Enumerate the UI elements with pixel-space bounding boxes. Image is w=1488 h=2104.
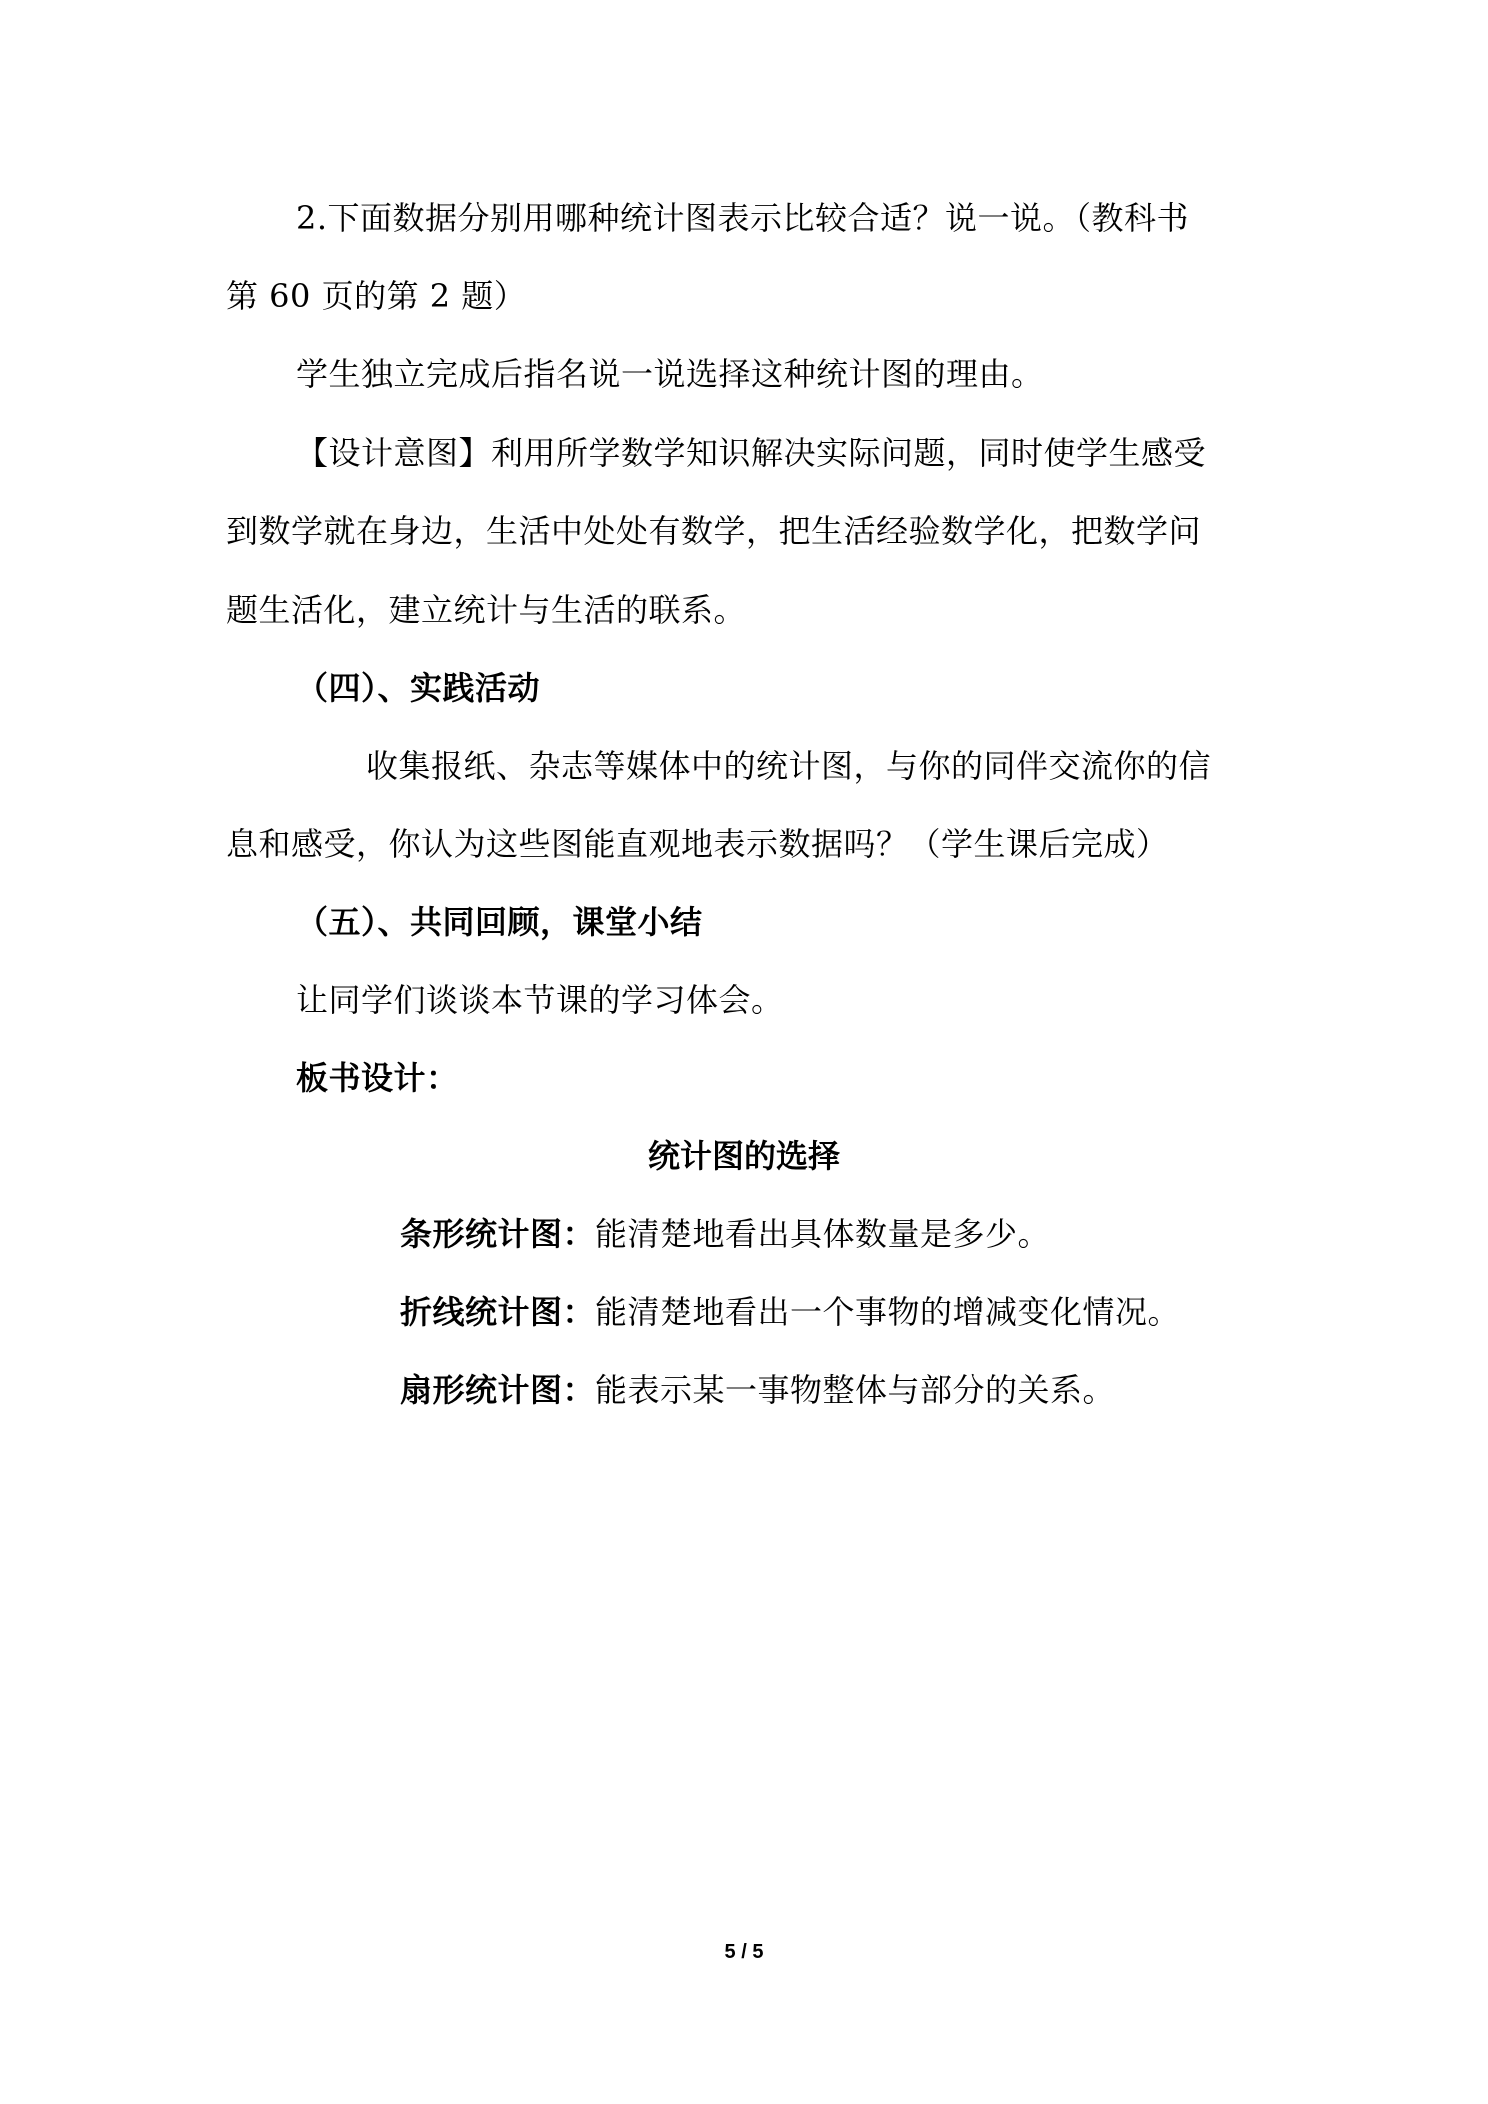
board-design-label: 板书设计： <box>296 1059 459 1097</box>
section5-text: 让同学们谈谈本节课的学习体会。 <box>296 981 784 1019</box>
board-item-term: 条形统计图： <box>400 1215 596 1253</box>
board-item-desc: 能清楚地看出一个事物的增减变化情况。 <box>595 1293 1181 1331</box>
board-title: 统计图的选择 <box>647 1137 840 1175</box>
board-item-term: 折线统计图： <box>400 1293 596 1331</box>
section5-heading: （五）、共同回顾，课堂小结 <box>296 903 703 941</box>
exercise-line-1: 2.下面数据分别用哪种统计图表示比较合适？说一说。（教科书 <box>296 199 1190 237</box>
board-item <box>400 1214 1050 1254</box>
design-intent-line-1: 【设计意图】利用所学数学知识解决实际问题，同时使学生感受 <box>296 434 1207 472</box>
exercise-line-2: 第 60 页的第 2 题） <box>226 277 527 315</box>
page-number: 5 / 5 <box>724 1941 764 1963</box>
board-item <box>400 1370 1115 1410</box>
board-item <box>400 1292 1180 1332</box>
exercise-instruction: 学生独立完成后指名说一说选择这种统计图的理由。 <box>296 355 1044 393</box>
section4-line-2: 息和感受，你认为这些图能直观地表示数据吗？（学生课后完成） <box>226 825 1169 863</box>
board-item-desc: 能表示某一事物整体与部分的关系。 <box>595 1371 1116 1409</box>
design-intent-line-2: 到数学就在身边，生活中处处有数学，把生活经验数学化，把数学问 <box>226 512 1202 550</box>
board-item-term: 扇形统计图： <box>400 1371 596 1409</box>
section4-line-1: 收集报纸、杂志等媒体中的统计图，与你的同伴交流你的信 <box>366 747 1212 785</box>
board-item-desc: 能清楚地看出具体数量是多少。 <box>595 1215 1051 1253</box>
section4-heading: （四）、实践活动 <box>296 669 541 707</box>
design-intent-line-3: 题生活化，建立统计与生活的联系。 <box>226 591 747 629</box>
